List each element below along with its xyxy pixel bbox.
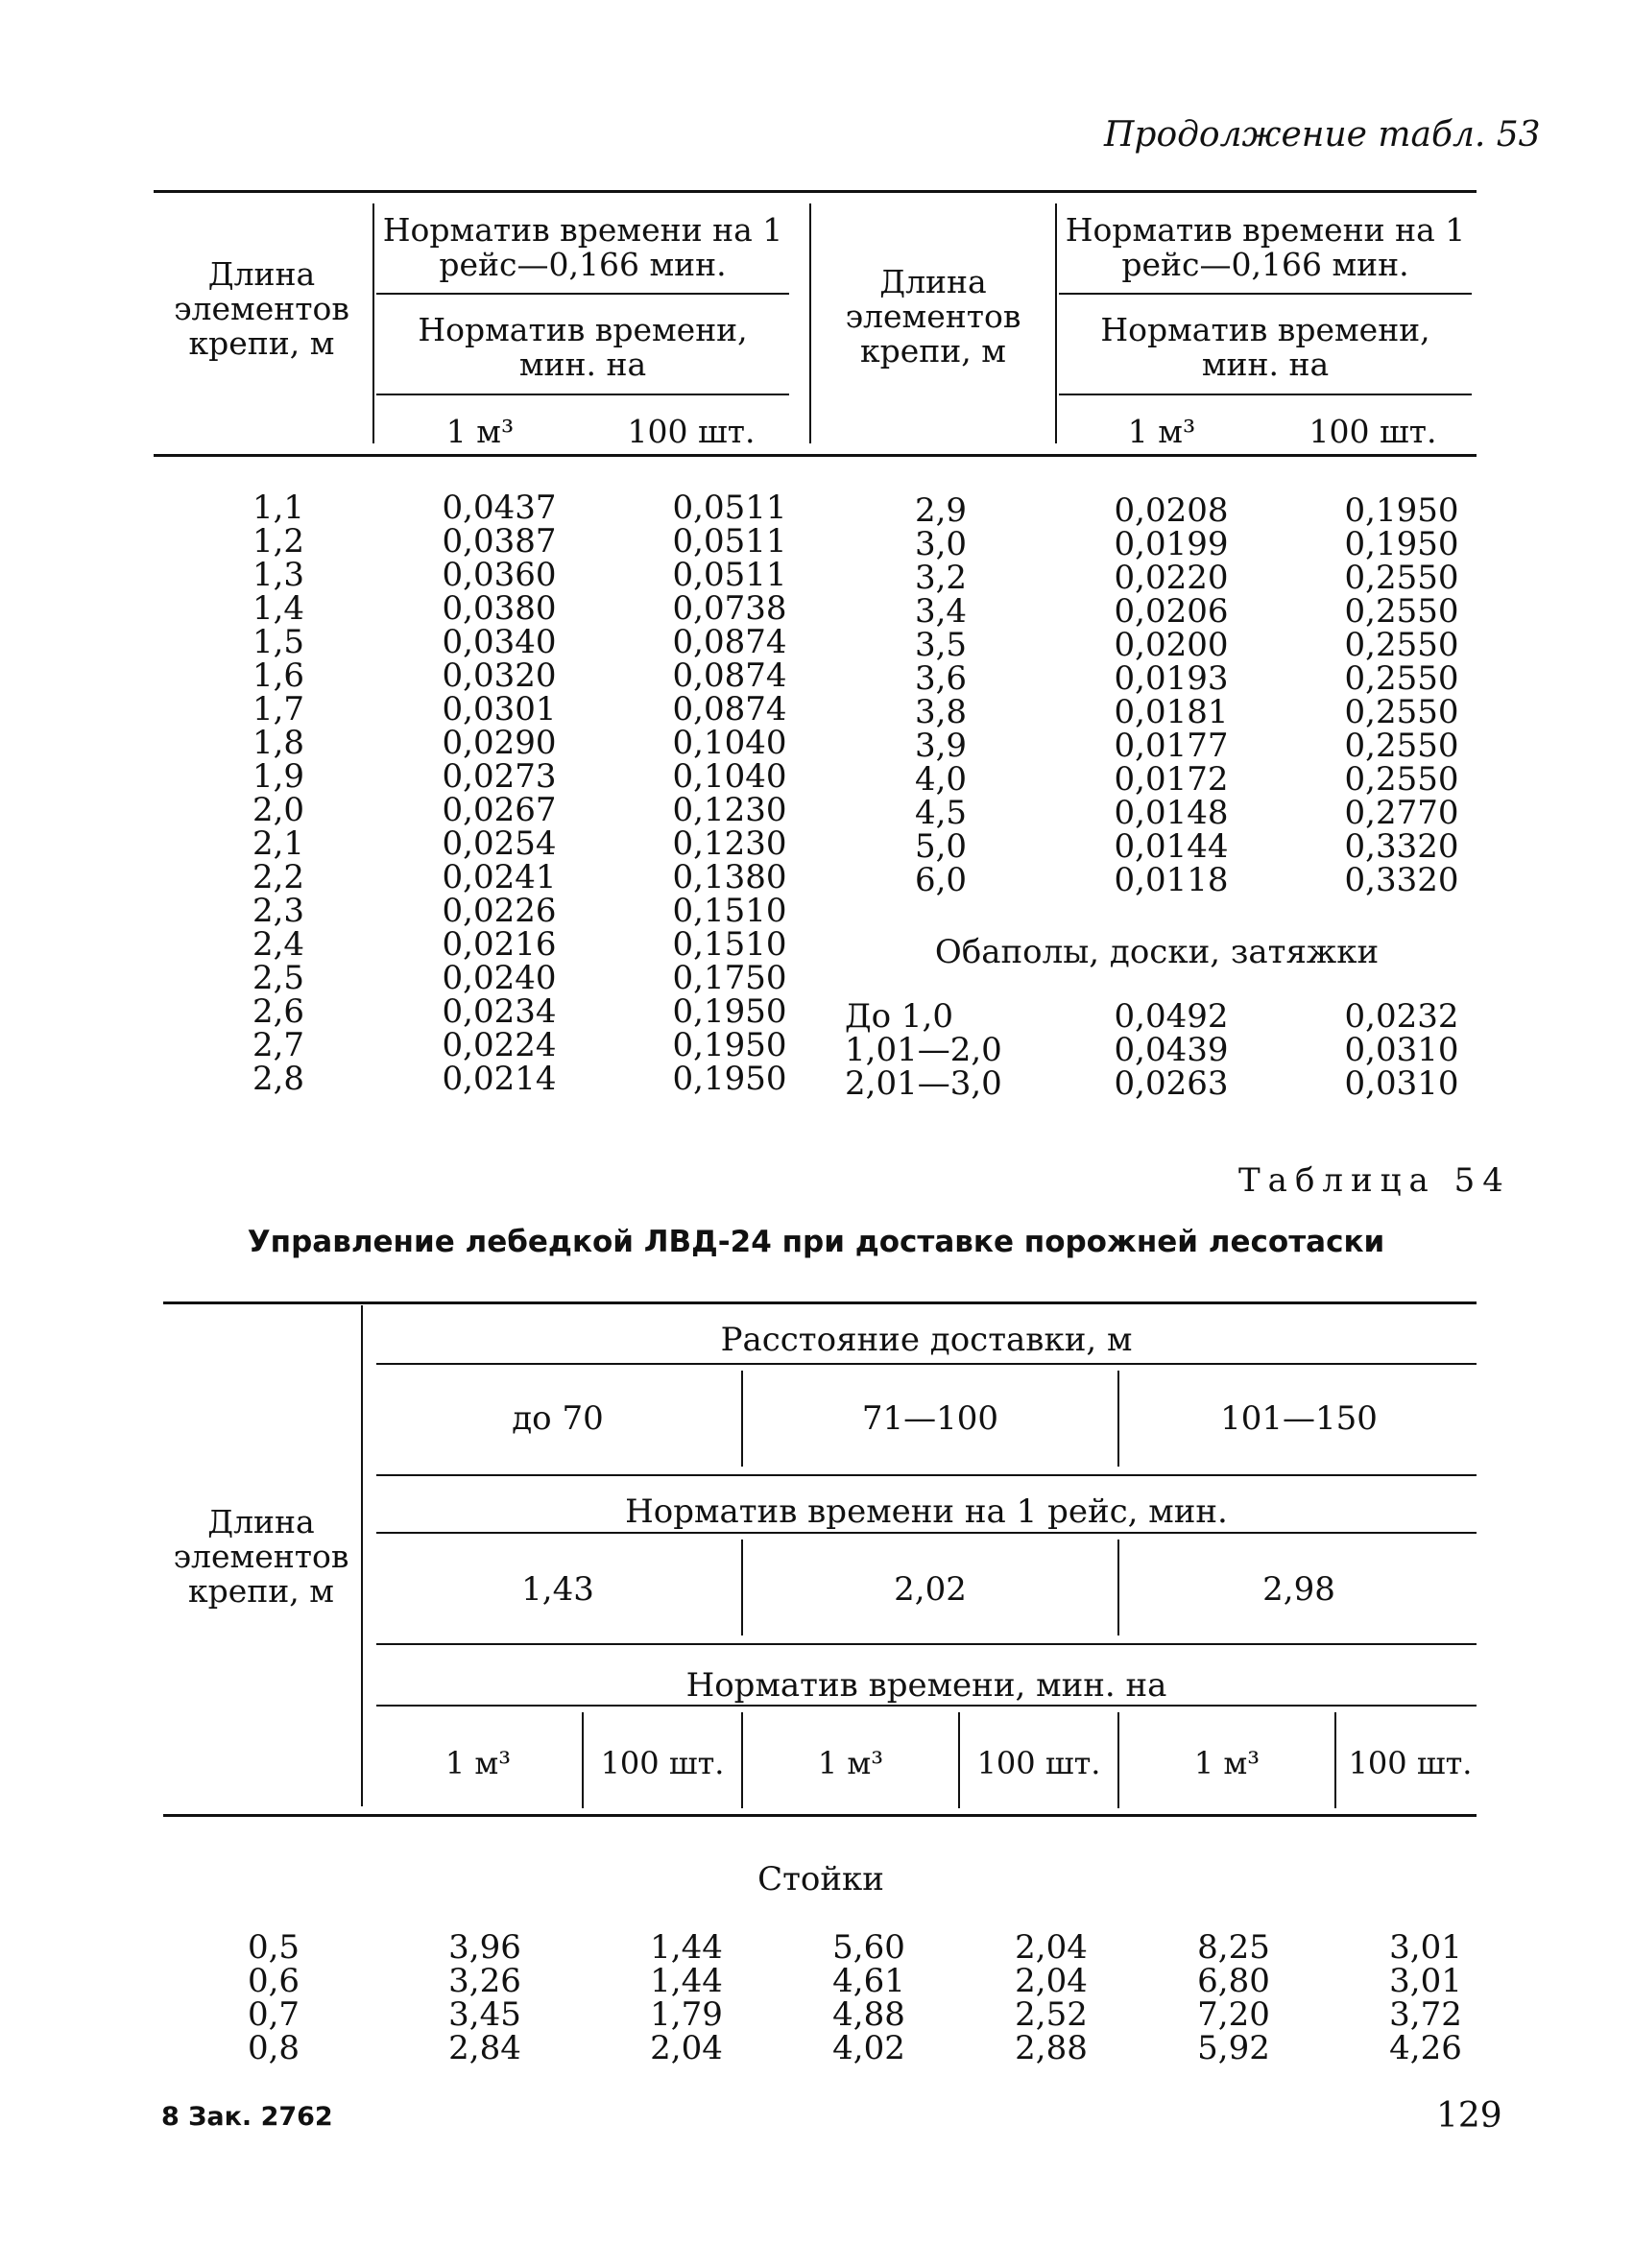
table54-unit-m3-1: 1 м³ — [444, 1745, 512, 1781]
table53-length-cell: 1,4 — [252, 589, 305, 628]
table53-length-cell: 4,0 — [914, 760, 968, 799]
table54-value-cell: 4,88 — [832, 1995, 905, 2034]
table53-length-cell: 5,0 — [914, 827, 968, 866]
table53-subsection-title: Обаполы, доски, затяжки — [934, 933, 1380, 971]
table54-distance-3: 101—150 — [1220, 1399, 1378, 1438]
table53-header-trip-right: Норматив времени на 1 рейс—0,166 мин. — [1065, 211, 1466, 283]
table53-length-cell: 2,2 — [252, 858, 305, 896]
table53-100-cell: 0,0874 — [672, 690, 787, 728]
table53-m3-cell: 0,0148 — [1114, 794, 1229, 832]
table53-header-length-right: Длина элементов крепи, м — [845, 263, 1021, 370]
table53-sub-100-cell: 0,0310 — [1344, 1031, 1459, 1069]
table53-length-cell: 1,7 — [252, 690, 305, 728]
table53-m3-cell: 0,0226 — [442, 892, 557, 930]
table54-value-cell: 5,92 — [1197, 2029, 1270, 2067]
table54-value-cell: 3,72 — [1389, 1995, 1462, 2034]
table54-distance-1: до 70 — [512, 1399, 604, 1438]
table53-100-cell: 0,2550 — [1344, 693, 1459, 731]
table53-left-100-column — [634, 491, 826, 1096]
table54-value-cell: 2,52 — [1015, 1995, 1088, 2034]
table53-100-cell: 0,1230 — [672, 824, 787, 863]
table53-m3-cell: 0,0172 — [1114, 760, 1229, 799]
table53-m3-cell: 0,0290 — [442, 724, 557, 762]
table53-length-cell: 1,3 — [252, 556, 305, 594]
table54-length-cell: 0,6 — [247, 1962, 300, 2000]
table54-value-cell: 3,26 — [448, 1962, 521, 2000]
table54-value-cell: 5,60 — [832, 1928, 905, 1967]
table53-100-cell: 0,1950 — [1344, 525, 1459, 563]
table53-m3-cell: 0,0273 — [442, 757, 557, 796]
table54-value-cell: 3,45 — [448, 1995, 521, 2034]
table53-m3-cell: 0,0144 — [1114, 827, 1229, 866]
table54-unit-100-3: 100 шт. — [1348, 1745, 1473, 1781]
table53-100-cell: 0,2550 — [1344, 592, 1459, 631]
table54-header-norm: Норматив времени, мин. на — [685, 1666, 1167, 1705]
table54-vsep-t2 — [1117, 1540, 1119, 1635]
table53-m3-cell: 0,0387 — [442, 522, 557, 561]
table53-header-rule — [154, 454, 1477, 457]
table54-rule-norm — [376, 1705, 1477, 1707]
table53-length-cell: 2,0 — [252, 791, 305, 829]
table53-length-cell: 3,5 — [914, 626, 968, 664]
table54-header-rule — [163, 1814, 1477, 1817]
table54-value-cell: 6,80 — [1197, 1962, 1270, 2000]
table53-m3-cell: 0,0234 — [442, 992, 557, 1031]
table53-unit-m3-right: 1 м³ — [1127, 413, 1196, 450]
table53-100-cell: 0,0511 — [672, 489, 787, 527]
table53-m3-cell: 0,0360 — [442, 556, 557, 594]
table53-100-cell: 0,1950 — [1344, 491, 1459, 530]
table53-length-cell: 4,5 — [914, 794, 968, 832]
table54-vsep-d1 — [741, 1371, 743, 1467]
table54-value-cell: 1,79 — [650, 1995, 723, 2034]
table54-rule-distances — [376, 1474, 1477, 1476]
table53-100-cell: 0,0874 — [672, 657, 787, 695]
table53-m3-cell: 0,0267 — [442, 791, 557, 829]
table54-value-cell: 2,88 — [1015, 2029, 1088, 2067]
table53-100-cell: 0,1950 — [672, 1026, 787, 1064]
table53-length-cell: 2,7 — [252, 1026, 305, 1064]
table53-m3-cell: 0,0214 — [442, 1060, 557, 1098]
table53-m3-cell: 0,0199 — [1114, 525, 1229, 563]
table53-m3-cell: 0,0437 — [442, 489, 557, 527]
table54-unit-100-2: 100 шт. — [976, 1745, 1101, 1781]
table54-value-cell: 1,44 — [650, 1928, 723, 1967]
table54-trip-1: 1,43 — [521, 1570, 594, 1609]
table53-vsep-3 — [1055, 203, 1057, 443]
table54-value-cell: 2,04 — [650, 2029, 723, 2067]
table54-length-cell: 0,5 — [247, 1928, 300, 1967]
table53-length-cell: 3,4 — [914, 592, 968, 631]
table53-100-cell: 0,1040 — [672, 757, 787, 796]
table54-vsep-u2 — [741, 1712, 743, 1808]
table53-length-cell: 2,9 — [914, 491, 968, 530]
table53-length-cell: 3,9 — [914, 727, 968, 765]
table54-value-cell: 4,02 — [832, 2029, 905, 2067]
table54-top-rule — [163, 1301, 1477, 1304]
table54-value-cell: 3,01 — [1389, 1928, 1462, 1967]
table53-100-cell: 0,1510 — [672, 925, 787, 964]
table53-100-cell: 0,0874 — [672, 623, 787, 661]
table53-vsep-2 — [809, 203, 811, 443]
table53-m3-cell: 0,0254 — [442, 824, 557, 863]
table54-length-cell: 0,8 — [247, 2029, 300, 2067]
table54-value-column — [797, 1928, 941, 2067]
table53-100-cell: 0,1950 — [672, 1060, 787, 1098]
table53-m3-cell: 0,0340 — [442, 623, 557, 661]
table54-section-title: Стойки — [757, 1860, 884, 1898]
table54-vsep-u3 — [958, 1712, 960, 1808]
table53-sub-100-cell: 0,0310 — [1344, 1064, 1459, 1103]
table53-length-cell: 1,8 — [252, 724, 305, 762]
table53-inner-rule-r2 — [1059, 394, 1472, 395]
table53-100-cell: 0,0511 — [672, 522, 787, 561]
table54-value-cell: 2,04 — [1015, 1962, 1088, 2000]
table53-m3-cell: 0,0177 — [1114, 727, 1229, 765]
table53-length-cell: 2,4 — [252, 925, 305, 964]
table53-length-cell: 3,2 — [914, 559, 968, 597]
table53-unit-100-right: 100 шт. — [1309, 413, 1437, 450]
table54-trip-2: 2,02 — [894, 1570, 967, 1609]
table53-left-length-column — [221, 491, 336, 1096]
table53-length-cell: 2,6 — [252, 992, 305, 1031]
table54-value-cell: 4,61 — [832, 1962, 905, 2000]
table54-value-cell: 3,96 — [448, 1928, 521, 1967]
table53-100-cell: 0,2550 — [1344, 626, 1459, 664]
table54-vsep-d2 — [1117, 1371, 1119, 1467]
table54-vsep-u1 — [582, 1712, 584, 1808]
table53-100-cell: 0,0511 — [672, 556, 787, 594]
table53-unit-m3-left: 1 м³ — [445, 413, 515, 450]
table53-sub-m3-column — [1075, 997, 1267, 1103]
table53-vsep-1 — [372, 203, 374, 443]
table53-length-cell: 3,0 — [914, 525, 968, 563]
table54-header-trip: Норматив времени на 1 рейс, мин. — [625, 1492, 1228, 1531]
table53-left-m3-column — [403, 491, 595, 1096]
table53-inner-rule-r1 — [1059, 293, 1472, 295]
table53-100-cell: 0,2770 — [1344, 794, 1459, 832]
table53-100-cell: 0,0738 — [672, 589, 787, 628]
table53-100-cell: 0,1230 — [672, 791, 787, 829]
table54-label: Таблица 54 — [1238, 1161, 1511, 1200]
table53-length-cell: 2,1 — [252, 824, 305, 863]
table53-m3-cell: 0,0380 — [442, 589, 557, 628]
table54-rule-trip — [376, 1532, 1477, 1534]
table53-m3-cell: 0,0193 — [1114, 659, 1229, 698]
table53-length-cell: 3,8 — [914, 693, 968, 731]
table53-unit-100-left: 100 шт. — [627, 413, 756, 450]
table53-sub-100-cell: 0,0232 — [1344, 997, 1459, 1036]
table53-m3-cell: 0,0200 — [1114, 626, 1229, 664]
table53-length-cell: 1,5 — [252, 623, 305, 661]
table53-length-cell: 1,6 — [252, 657, 305, 695]
table54-vsep-u5 — [1334, 1712, 1336, 1808]
table53-100-cell: 0,1750 — [672, 959, 787, 997]
table54-value-column — [614, 1928, 758, 2067]
table53-100-cell: 0,1380 — [672, 858, 787, 896]
table53-top-rule — [154, 190, 1477, 193]
table53-m3-cell: 0,0220 — [1114, 559, 1229, 597]
table54-value-cell: 2,04 — [1015, 1928, 1088, 1967]
table53-100-cell: 0,3320 — [1344, 827, 1459, 866]
table53-m3-cell: 0,0224 — [442, 1026, 557, 1064]
table53-sub-m3-cell: 0,0263 — [1114, 1064, 1229, 1103]
table53-length-cell: 2,8 — [252, 1060, 305, 1098]
table54-value-cell: 2,84 — [448, 2029, 521, 2067]
table53-100-cell: 0,3320 — [1344, 861, 1459, 899]
table53-sub-length-cell: 1,01—2,0 — [845, 1031, 1002, 1069]
table54-length-cell: 0,7 — [247, 1995, 300, 2034]
table54-header-distance: Расстояние доставки, м — [720, 1321, 1133, 1359]
table54-value-column — [1354, 1928, 1498, 2067]
table53-sub-length-cell: До 1,0 — [845, 997, 953, 1036]
table53-m3-cell: 0,0301 — [442, 690, 557, 728]
table53-m3-cell: 0,0181 — [1114, 693, 1229, 731]
table53-sub-length-cell: 2,01—3,0 — [845, 1064, 1002, 1103]
table53-header-length-left: Длина элементов крепи, м — [174, 255, 349, 362]
table53-right-m3-column — [1075, 491, 1267, 899]
table54-unit-m3-3: 1 м³ — [1193, 1745, 1261, 1781]
table53-m3-cell: 0,0240 — [442, 959, 557, 997]
table53-sub-100-column — [1306, 997, 1498, 1103]
table53-sub-length-column — [845, 997, 1046, 1103]
table54-value-column — [1162, 1928, 1306, 2067]
table54-length-column — [221, 1928, 326, 2067]
table53-length-cell: 3,6 — [914, 659, 968, 698]
table54-value-cell: 8,25 — [1197, 1928, 1270, 1967]
table53-100-cell: 0,1950 — [672, 992, 787, 1031]
table54-value-cell: 1,44 — [650, 1962, 723, 2000]
table53-inner-rule-l1 — [376, 293, 789, 295]
table53-inner-rule-l2 — [376, 394, 789, 395]
page-number: 129 — [1436, 2096, 1502, 2136]
table53-length-cell: 1,9 — [252, 757, 305, 796]
table53-length-cell: 2,5 — [252, 959, 305, 997]
table53-header-norm-left: Норматив времени, мин. на — [418, 311, 748, 383]
table53-100-cell: 0,2550 — [1344, 559, 1459, 597]
table53-length-cell: 2,3 — [252, 892, 305, 930]
table53-100-cell: 0,2550 — [1344, 760, 1459, 799]
table53-sub-m3-cell: 0,0492 — [1114, 997, 1229, 1036]
table54-value-column — [979, 1928, 1123, 2067]
table54-vsep-main — [361, 1305, 363, 1806]
table53-m3-cell: 0,0320 — [442, 657, 557, 695]
table53-length-cell: 1,1 — [252, 489, 305, 527]
table53-sub-m3-cell: 0,0439 — [1114, 1031, 1229, 1069]
table53-m3-cell: 0,0206 — [1114, 592, 1229, 631]
table54-distance-2: 71—100 — [861, 1399, 999, 1438]
continuation-caption: Продолжение табл. 53 — [1104, 115, 1541, 155]
table54-value-cell: 3,01 — [1389, 1962, 1462, 2000]
table53-length-cell: 1,2 — [252, 522, 305, 561]
table53-m3-cell: 0,0241 — [442, 858, 557, 896]
table53-length-cell: 6,0 — [914, 861, 968, 899]
table53-header-trip-left: Норматив времени на 1 рейс—0,166 мин. — [382, 211, 783, 283]
table53-header-norm-right: Норматив времени, мин. на — [1100, 311, 1430, 383]
table54-vsep-t1 — [741, 1540, 743, 1635]
table53-100-cell: 0,1040 — [672, 724, 787, 762]
table54-value-cell: 7,20 — [1197, 1995, 1270, 2034]
table53-100-cell: 0,2550 — [1344, 659, 1459, 698]
table54-header-length: Длина элементов крепи, м — [173, 1503, 349, 1610]
table53-100-cell: 0,1510 — [672, 892, 787, 930]
table53-m3-cell: 0,0216 — [442, 925, 557, 964]
table54-trip-3: 2,98 — [1262, 1570, 1335, 1609]
table53-right-100-column — [1306, 491, 1498, 899]
table53-right-length-column — [883, 491, 998, 899]
table53-m3-cell: 0,0118 — [1114, 861, 1229, 899]
footer-order-number: 8 Зак. 2762 — [161, 2102, 333, 2132]
table54-rule-distance — [376, 1363, 1477, 1365]
table54-rule-tripvals — [376, 1643, 1477, 1645]
table54-title: Управление лебедкой ЛВД-24 при доставке порожней лесотаски — [247, 1225, 1385, 1259]
table54-value-column — [413, 1928, 557, 2067]
table53-100-cell: 0,2550 — [1344, 727, 1459, 765]
table54-value-cell: 4,26 — [1389, 2029, 1462, 2067]
table54-unit-100-1: 100 шт. — [600, 1745, 725, 1781]
table53-m3-cell: 0,0208 — [1114, 491, 1229, 530]
table54-vsep-u4 — [1117, 1712, 1119, 1808]
table54-unit-m3-2: 1 м³ — [817, 1745, 884, 1781]
